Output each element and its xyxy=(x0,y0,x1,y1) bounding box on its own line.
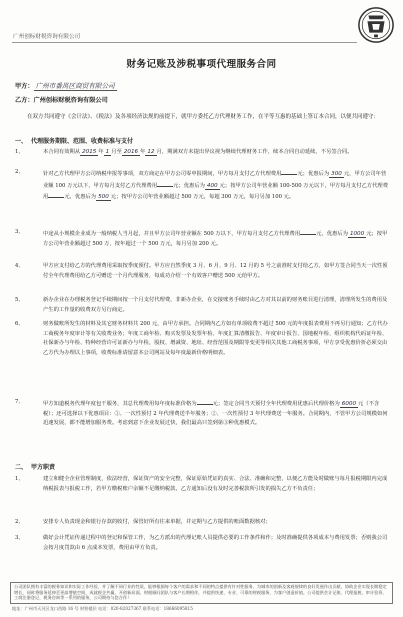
handwritten-year: 2016 xyxy=(123,149,139,155)
clause-item: 2、 针对乙方代理甲方公司纳税申报等事项，双方商定在甲方公司零申报期间，甲方每月支付乙方代理费用 元；优惠后为 300 元，甲方公司年营业额 100 万元以下，甲方每月支付乙方代理费用 元；优惠后为 400 元；按甲方公司年营业额 100-500 万元以下，甲方每月支付乙方代理费用 元，优惠后为 500 元；按甲方公司年营业额超过 500 万元，每超 300 万元，每月另加 100 元。 xyxy=(15,169,389,201)
clause-item: 3、 做好会计凭证传递过程中的登记和保管工作，为乙方派出的代理记账人员提供必要的工作条件和作；及时准确提供各项成本与费用发票；否则我公司会按月度罚款由 6 点成本发票，费用由甲方负责。 xyxy=(15,535,388,551)
clause-item: 6、 财务做账所发生的材料及其它财务材料共 200 元，由甲方承担。合同期内乙方如有单项收费不超过 500 元的年度报表费用不再另行通知；乙方代办工商税务年度审计等有关收费业务；年度工商年检、购买发票及发票年检、年度汇算清缴报告、年度审计报告、国地税年检、组织机构代码证年检、社保新办与年检、特种经营许可证新办与年检，股权、增减资、地址、经营范围及期限等变更等相关其他工商税务事项，甲方享受优惠价折必须交由乙方代为办理以上事项，收费标准请留意本公司网站及每年度最新价格明细表。 xyxy=(15,321,388,356)
section-heading: 一、 代理服务期限、范围、收费标准与支付 xyxy=(15,138,134,145)
contract-intro: 在双方共同遵守《会计法》、《税法》及各项经济法规的前提下，就甲方委托乙方代理财务工作，在平等互惠的基础上签订本合同，以便共同遵守： xyxy=(27,114,380,120)
clause-item: 1、 本合同有效期从 2015 年 1 月至 2016 年 12 月，期满双方未提出异议视为继续代理财务工作，续本合同自动延续，不另签合同。 xyxy=(15,149,353,155)
party-b-line xyxy=(15,95,108,104)
handwritten-amount: 1000 xyxy=(349,231,365,237)
party-a-line xyxy=(15,80,117,90)
header-company-name: 广州创标财税咨询有限公司 xyxy=(13,34,81,40)
contract-title: 财务记账及涉税事项代理服务合同 xyxy=(126,59,277,70)
clause-item: 3、 中途从小规模企业成为一般纳税人当月起，并且甲方公司年营业额在 500 万以下，甲方每月支付乙方代理费用 元，优惠后为 1000 元；按甲方公司年营业额超过 500 万，按年超过一个 500 万元，每月另加 200 元。 xyxy=(15,229,388,247)
header-divider xyxy=(12,42,357,43)
party-b-value: 广州创标财税咨询有限公司 xyxy=(33,97,108,104)
footer-company-blurb: 公司团队拥有丰富的税务知识和实际工作经验，并了解不同行业的性质，能够根据每个客户的需求和不同的特点提供有针对性服务，为城市的创新及客观规律的良好发展作出贡献，协助企业实现长期稳定增长，同时将服务延伸至更高增值空间，成就税企共赢，开创新局面。财税顾问团队与客户长期相伴，并提供快速、专业、可靠的财税服务，为客户创造价值。公司提供会计记账、代理报税、审计验资、工商注册登记、税务咨询等一系列的服务，公司期待与您合作！ xyxy=(10,582,393,604)
handwritten-amount: 300 xyxy=(331,171,342,177)
handwritten-amount: 500 xyxy=(98,194,109,201)
clause-item: 7、 甲方知道税务代理年度包干服务，其总代理费用每年度标准价格为 元；签定合同当天预付全年代理费用优惠后代理价格为 6000 元（不含税）；还可选择以下优惠项目：①、一次性预付 2 年代理费送半年服务；②、一次性预付 3 年代理费送一年服务。合同期内，不管甲方公司规模如何迅速发展，都不能增加服务费。考虑到意下企业发展过快，我们最高只签到第③种优惠模式。 xyxy=(15,399,388,427)
clause-item: 5、 新办企业在办理税务登记手续期间按一个月支付代理费，非新办企业，在交接账务手续时由乙方对其以前的财务账目进行清理，清理所发生的费用及产生的工作量的收费双方另行商定。 xyxy=(15,297,388,313)
footer-address: 地址：广州市天河区龙口西路 16 号 财智楼层 电话：020-82027367 联系电话：18666095815 xyxy=(12,606,193,611)
party-a-label: 甲方： xyxy=(15,83,34,90)
party-b-label: 乙方： xyxy=(15,97,34,104)
section-heading: 二、 甲方职责 xyxy=(15,464,56,471)
handwritten-year: 2015 xyxy=(82,149,97,155)
handwritten-month: 12 xyxy=(147,149,155,155)
handwritten-amount: 400 xyxy=(206,182,218,189)
handwritten-month: 1 xyxy=(105,149,110,155)
clause-item: 4、 甲方应支付给乙方的代理费用采取按季度预付。甲方应自然季度 3 月、6 月、9 月、12 月的 5 号之前准时支付给乙方，如甲方签合同当天一次性预付全年代理费用给乙方可赠送一个月代理服务，每成功介绍一个有效客户赠送 500 元给甲方。 xyxy=(15,263,388,279)
company-seal-icon xyxy=(357,6,395,44)
clause-item: 2、 安排专人负责现金和银行存款的收付，保管好所有往来单据，并定期与乙方提供的账面数据核对； xyxy=(15,519,271,525)
clause-item: 1、 建立和健全企业管理制度，依法经营，保证资产的安全完整，保证原始凭证的真实、合法、准确和完整，以便乙方能及时做账与每月报税期限内完成纳税报表与报税工作，若甲方缴税账户余额不足缴纳税款，乙方通知后没有及时完善税款所引发的损失乙方不负责任； xyxy=(15,476,388,492)
party-a-handwritten: 广州市番禺区商贸有限公司 xyxy=(35,82,115,90)
handwritten-amount: 6000 xyxy=(341,401,357,407)
